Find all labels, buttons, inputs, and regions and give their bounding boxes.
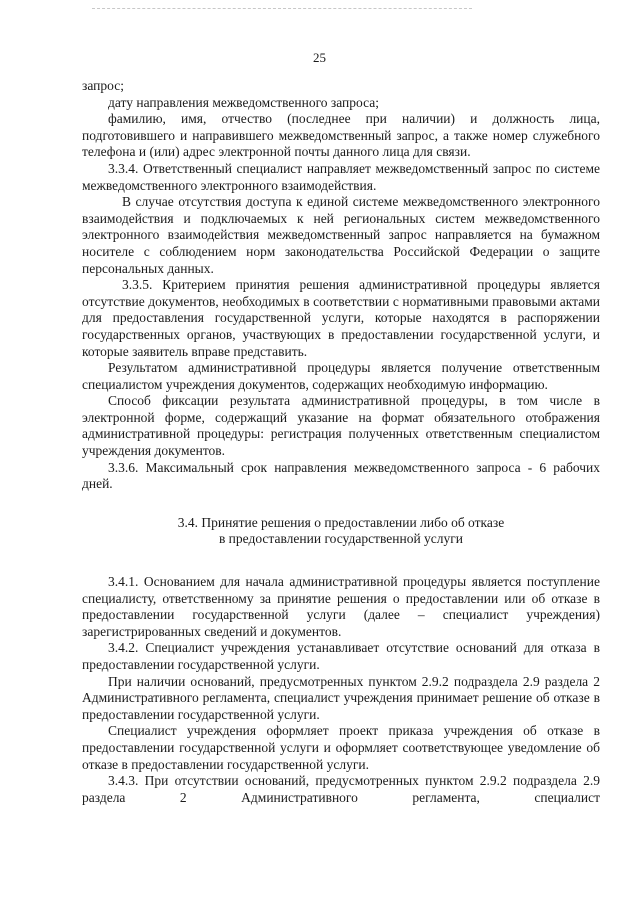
- paragraph: фамилию, имя, отчество (последнее при наличии) и должность лица, подготовившего и направившего межведомственный запрос, а также номер служебного телефона и (или) адрес электронной почты данного лица для связи.: [82, 111, 600, 160]
- paragraph: Специалист учреждения оформляет проект приказа учреждения об отказе в предоставлении государственной услуги и оформляет соответствующее уведомление об отказе в предоставлении государственной услуги.: [82, 723, 600, 772]
- paragraph: запрос;: [82, 78, 124, 93]
- paragraph: В случае отсутствия доступа к единой системе межведомственного электронного взаимодействия и подключаемых к ней региональных систем межведомственного электронного взаимодействия межведомственный запрос направляется на бумажном носителе с соблюдением норм законодательства Российской Федерации о защите персональных данных.: [82, 194, 600, 276]
- section-heading-line-1: 3.4. Принятие решения о предоставлении либо об отказе: [177, 514, 505, 530]
- page-number: 25: [313, 50, 326, 65]
- paragraph: 3.4.1. Основанием для начала административной процедуры является поступление специалисту, ответственному за принятие решения о предоставлении или об отказе в предоставлении государственной услуги (далее – специалист учреждения) зарегистрированных сведений и документов.: [82, 574, 600, 639]
- document-body: [82, 78, 600, 806]
- paragraph: 3.3.4. Ответственный специалист направляет межведомственный запрос по системе межведомственного электронного взаимодействия.: [82, 160, 600, 193]
- paragraph: 3.3.6. Максимальный срок направления межведомственного запроса - 6 рабочих дней.: [82, 459, 600, 492]
- section-3-4-text: [82, 574, 600, 806]
- section-3-3-text: [82, 78, 600, 493]
- section-heading: [82, 515, 600, 548]
- paragraph: дату направления межведомственного запроса;: [108, 94, 380, 110]
- paragraph: Результатом административной процедуры является получение ответственным специалистом учреждения документов, содержащих необходимую информацию.: [82, 360, 600, 392]
- top-scan-rule: [92, 8, 472, 9]
- section-heading-line-2: в предоставлении государственной услуги: [218, 531, 464, 547]
- paragraph: При наличии оснований, предусмотренных пунктом 2.9.2 подраздела 2.9 раздела 2 Административного регламента, специалист учреждения принимает решение об отказе в предоставлении государственной услуги.: [82, 673, 600, 722]
- paragraph: 3.4.2. Специалист учреждения устанавливает отсутствие оснований для отказа в предоставлении государственной услуги.: [82, 640, 600, 672]
- paragraph: 3.3.5. Критерием принятия решения административной процедуры является отсутствие документов, необходимых в соответствии с нормативными правовыми актами для предоставления государственной услуги, которые находятся в распоряжении государственных органов, участвующих в предоставлении государственной услуги, и которые заявитель вправе представить.: [82, 277, 600, 359]
- paragraph: 3.4.3. При отсутствии оснований, предусмотренных пунктом 2.9.2 подраздела 2.9 раздела 2 Административного регламента, специалист: [82, 773, 600, 805]
- paragraph: Способ фиксации результата административной процедуры, в том числе в электронной форме, содержащий указание на формат обязательного отображения административной процедуры: регистрация полученных ответственным специалистом учреждения документов.: [82, 393, 600, 459]
